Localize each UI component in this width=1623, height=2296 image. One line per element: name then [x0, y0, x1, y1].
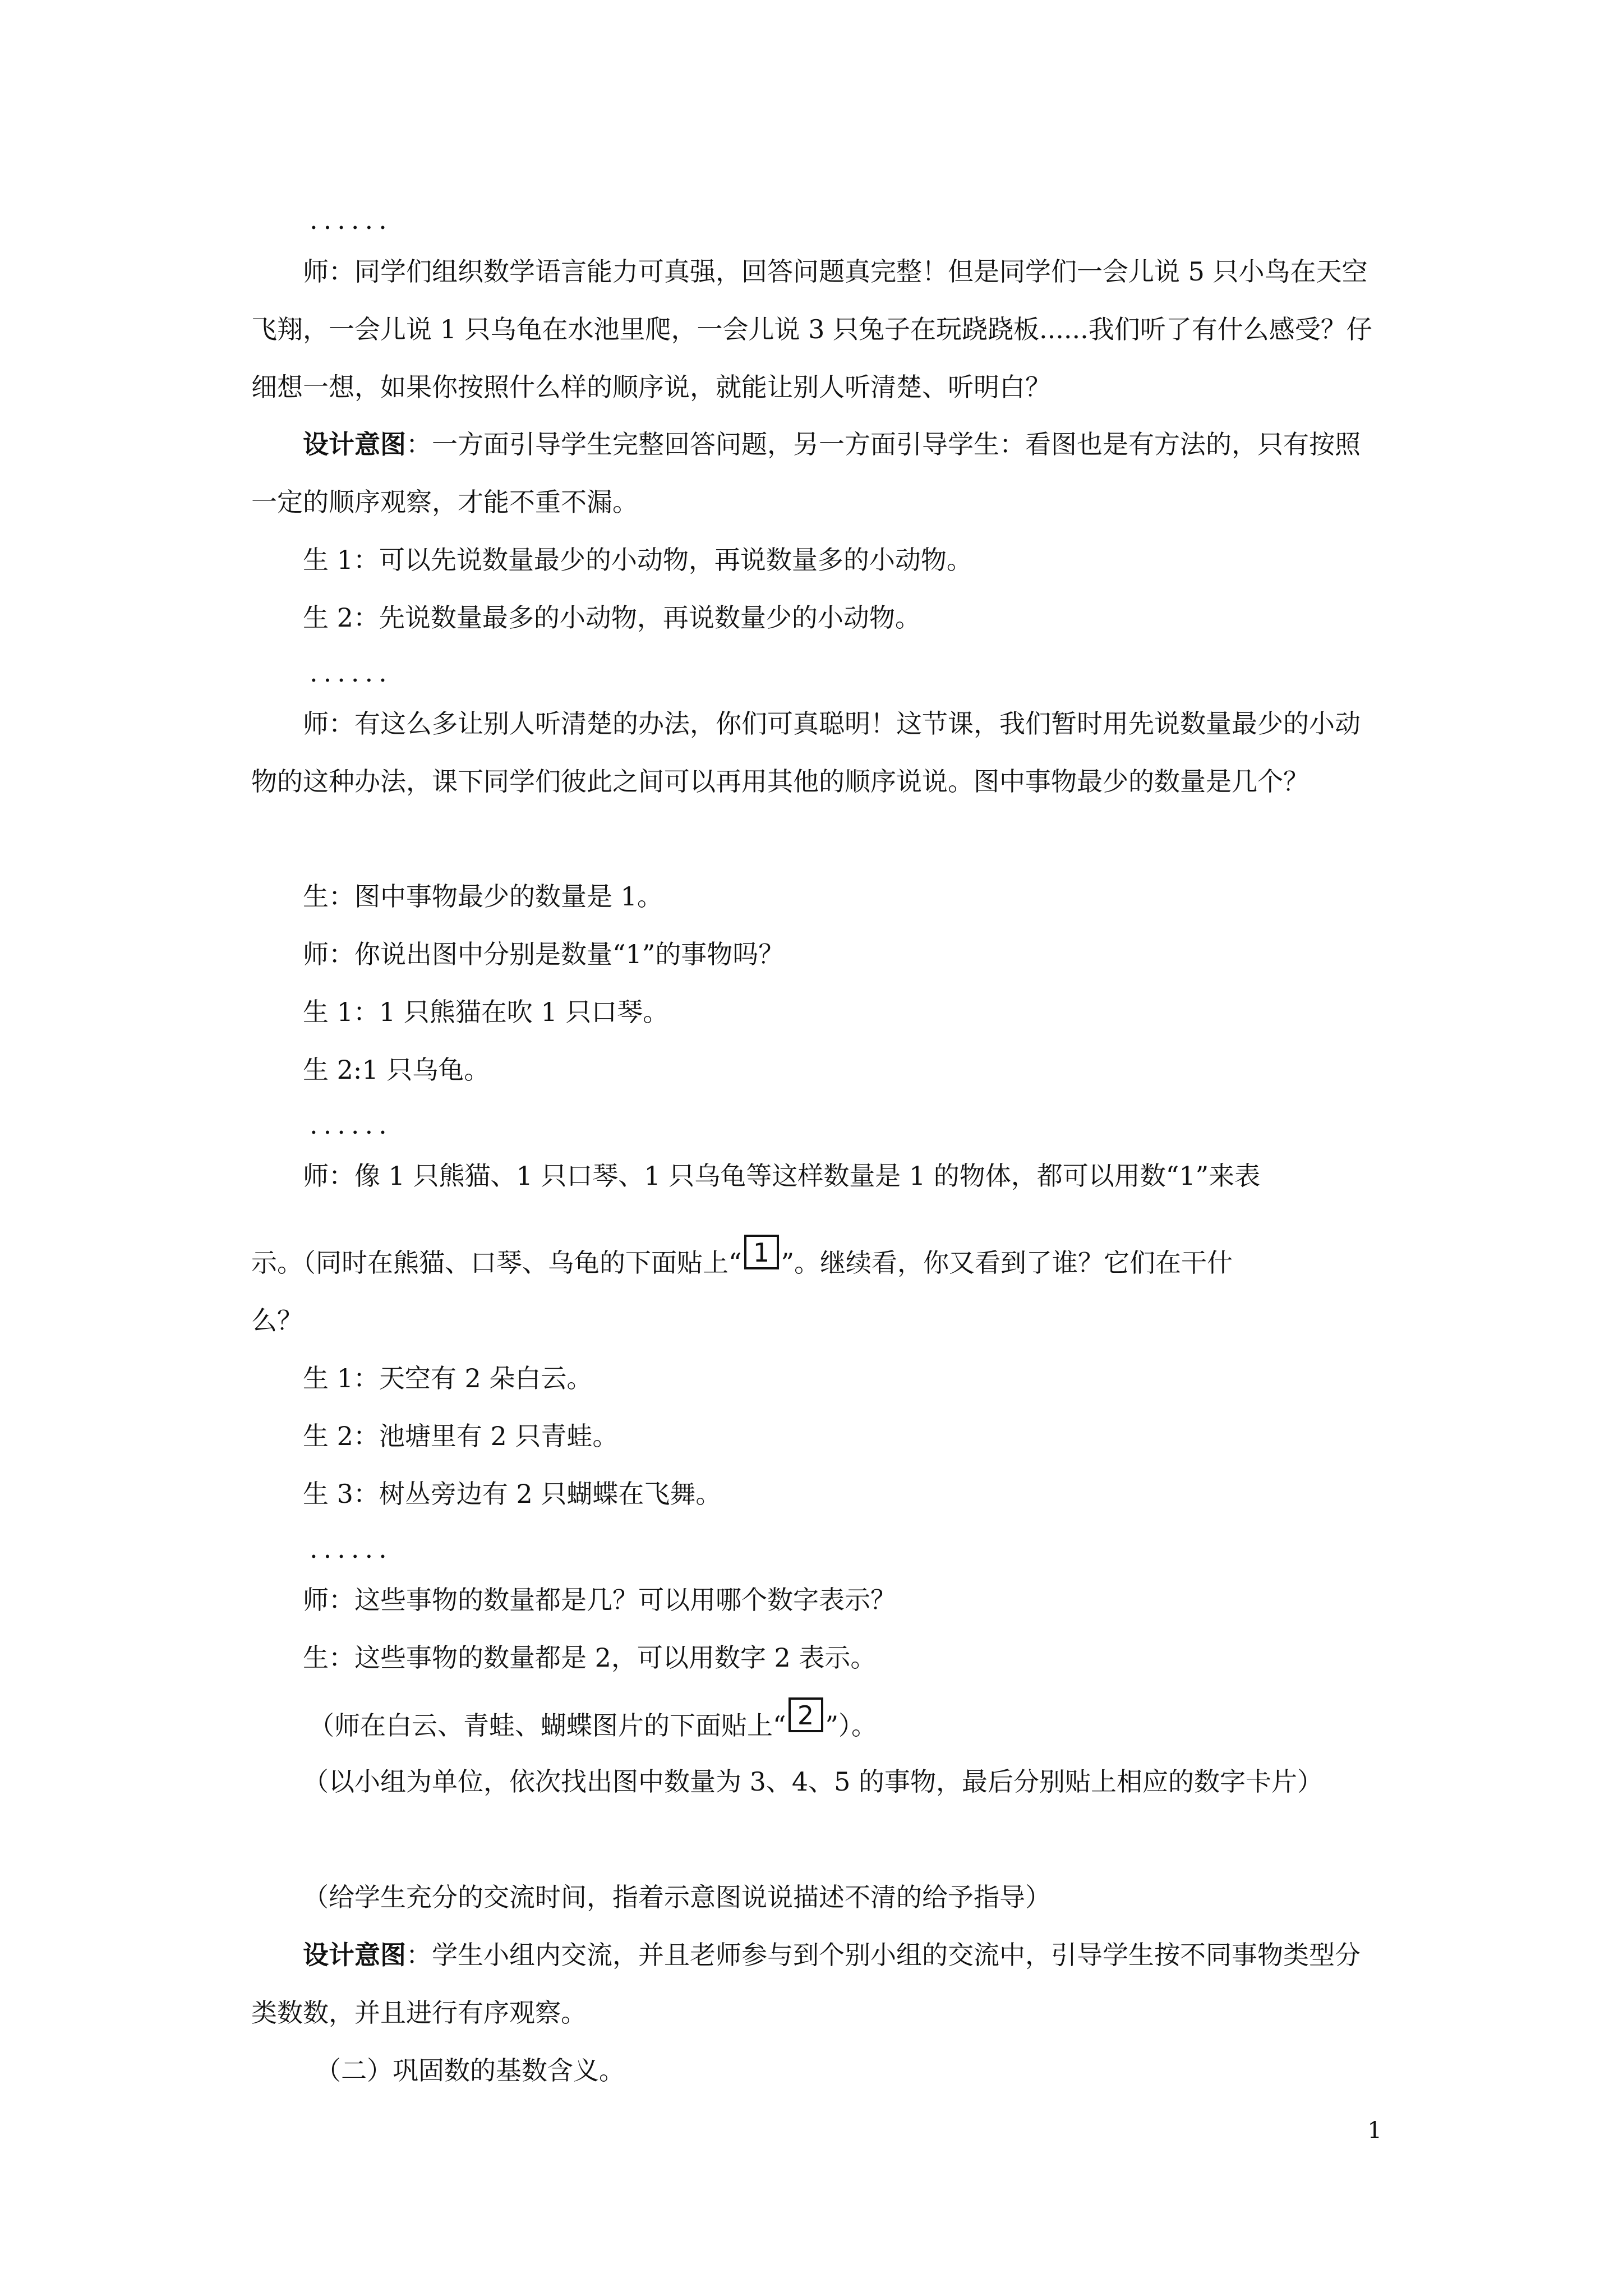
- text-before-card: 示。（同时在熊猫、口琴、乌龟的下面贴上“: [251, 1248, 742, 1278]
- number-card-2: 2: [789, 1697, 823, 1732]
- note-line: （给学生充分的交流时间，指着示意图说说描述不清的给予指导）: [303, 1882, 1051, 1912]
- student-line: 生 1：可以先说数量最少的小动物，再说数量多的小动物。: [303, 545, 972, 575]
- student-line: 生：这些事物的数量都是 2，可以用数字 2 表示。: [303, 1642, 877, 1673]
- student-line: 生 1：天空有 2 朵白云。: [303, 1363, 593, 1393]
- ellipsis: ......: [310, 1534, 393, 1564]
- student-line: 生 2：池塘里有 2 只青蛙。: [303, 1421, 619, 1451]
- design-intent-text: ：一方面引导学生完整回答问题，另一方面引导学生：看图也是有方法的，只有按照一定的顺序观察，才能不重不漏。: [251, 429, 1361, 517]
- number-card-1: 1: [744, 1235, 779, 1269]
- student-line: 生 1：1 只熊猫在吹 1 只口琴。: [303, 997, 669, 1027]
- design-intent-label: 设计意图: [303, 429, 406, 459]
- design-intent-paragraph: [251, 416, 1378, 531]
- teacher-line: 师：这些事物的数量都是几？可以用哪个数字表示？: [303, 1585, 896, 1615]
- teacher-paragraph: 师：有这么多让别人听清楚的办法，你们可真聪明！这节课，我们暂时用先说数量最少的小动物的这种办法，课下同学们彼此之间可以再用其他的顺序说说。图中事物最少的数量是几个？: [251, 708, 1361, 797]
- note-line-with-card: [308, 1697, 1374, 1755]
- text-after-card: ”。继续看，你又看到了谁？它们在干什: [781, 1248, 1233, 1278]
- teacher-paragraph: 师：同学们组织数学语言能力可真强，回答问题真完整！但是同学们一会儿说 5 只小鸟在天空飞翔，一会儿说 1 只乌龟在水池里爬，一会儿说 3 只兔子在玩跷跷板......我们听了有什么感受？仔细想一想，如果你按照什么样的顺序说，就能让别人听清楚、听明白？: [251, 256, 1372, 402]
- ellipsis: ......: [310, 657, 393, 688]
- design-intent-text: ：学生小组内交流，并且老师参与到个别小组的交流中，引导学生按不同事物类型分类数数，并且进行有序观察。: [251, 1940, 1361, 2028]
- ellipsis: ......: [310, 1110, 393, 1140]
- design-intent-paragraph: [251, 1926, 1378, 2042]
- teacher-line: 师：你说出图中分别是数量“1”的事物吗？: [303, 939, 785, 969]
- teacher-line: 师：像 1 只熊猫、1 只口琴、1 只乌龟等这样数量是 1 的物体，都可以用数“1”来表: [303, 1161, 1261, 1191]
- teacher-line-with-card: [251, 1234, 1378, 1292]
- text-before-card: （师在白云、青蛙、蝴蝶图片的下面贴上“: [308, 1710, 786, 1741]
- note-paragraph: （以小组为单位，依次找出图中数量为 3、4、5 的事物，最后分别贴上相应的数字卡片）: [303, 1766, 1324, 1797]
- student-line: 生：图中事物最少的数量是 1。: [303, 881, 663, 912]
- ellipsis: ......: [310, 205, 393, 235]
- page-number: 1: [1367, 2118, 1382, 2143]
- student-line: 生 3：树丛旁边有 2 只蝴蝶在飞舞。: [303, 1479, 722, 1509]
- section-heading: （二）巩固数的基数含义。: [315, 2055, 625, 2086]
- student-line: 生 2：先说数量最多的小动物，再说数量少的小动物。: [303, 602, 921, 633]
- text-after-card: ”）。: [825, 1710, 878, 1741]
- teacher-line: 么？: [251, 1305, 303, 1336]
- student-line: 生 2:1 只乌龟。: [303, 1055, 490, 1085]
- design-intent-label: 设计意图: [303, 1940, 406, 1970]
